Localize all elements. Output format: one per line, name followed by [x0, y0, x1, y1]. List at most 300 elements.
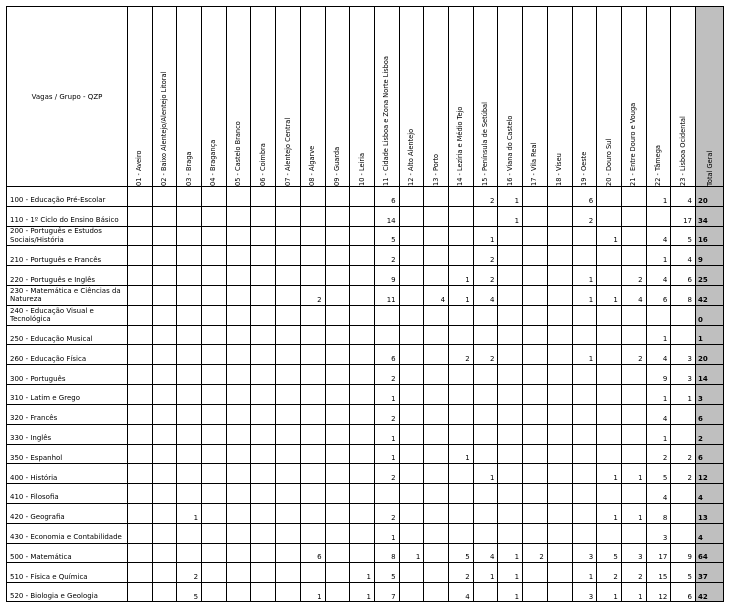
- row-label: [6, 305, 127, 325]
- table-cell: [349, 285, 374, 305]
- cell-value: 3: [687, 355, 692, 364]
- cell-value: 1: [193, 513, 199, 522]
- table-cell: [374, 404, 399, 424]
- total-value: 9: [698, 256, 703, 265]
- table-cell: [448, 344, 473, 364]
- table-cell: [497, 226, 522, 246]
- table-cell: [497, 364, 522, 384]
- column-header-label: 02 - Baixo Alentejo/Alentejo Litoral: [160, 71, 169, 186]
- row-label-text: 500 - Matemática: [10, 552, 72, 561]
- cell-value: 1: [514, 592, 520, 601]
- table-cell: [399, 265, 424, 285]
- table-cell: [349, 562, 374, 582]
- total-header: [695, 6, 724, 186]
- table-cell: [275, 543, 300, 563]
- table-cell: [176, 285, 201, 305]
- table-cell: [250, 226, 275, 246]
- table-cell: [226, 305, 251, 325]
- column-header-label: 15 - Península de Setúbal: [481, 102, 490, 186]
- cell-value: 1: [638, 474, 643, 483]
- table-cell: [522, 424, 547, 444]
- table-cell: [399, 364, 424, 384]
- table-cell: [325, 543, 350, 563]
- cell-value: 1: [638, 592, 643, 601]
- table-cell: [596, 523, 621, 543]
- table-cell: [423, 562, 448, 582]
- table-cell: [300, 503, 325, 523]
- table-cell: [275, 364, 300, 384]
- total-cell: [695, 344, 724, 364]
- table-cell: [473, 384, 498, 404]
- table-cell: [547, 444, 572, 464]
- table-cell: [670, 285, 695, 305]
- table-cell: [325, 404, 350, 424]
- table-cell: [423, 444, 448, 464]
- table-cell: [621, 285, 646, 305]
- total-value: 6: [698, 414, 703, 423]
- table-cell: [399, 523, 424, 543]
- column-header-label: 03 - Braga: [184, 151, 193, 186]
- table-cell: [374, 305, 399, 325]
- table-cell: [226, 523, 251, 543]
- total-value: 20: [698, 355, 708, 364]
- total-cell: [695, 503, 724, 523]
- cell-value: 8: [391, 553, 396, 562]
- table-cell: [473, 245, 498, 265]
- table-cell: [349, 444, 374, 464]
- cell-value: 12: [658, 592, 668, 601]
- cell-value: 2: [489, 196, 495, 205]
- table-cell: [522, 543, 547, 563]
- table-cell: [127, 226, 152, 246]
- table-cell: [201, 265, 226, 285]
- table-cell: [547, 463, 572, 483]
- table-cell: [300, 523, 325, 543]
- column-header: [127, 6, 152, 186]
- table-cell: [646, 404, 671, 424]
- table-cell: [621, 384, 646, 404]
- total-cell: [695, 444, 724, 464]
- table-cell: [596, 424, 621, 444]
- row-label-text: 350 - Espanhol: [10, 453, 63, 462]
- table-cell: [275, 523, 300, 543]
- table-cell: [275, 206, 300, 226]
- row-label: [6, 206, 127, 226]
- table-cell: [399, 344, 424, 364]
- table-cell: [176, 384, 201, 404]
- row-label-text: 260 - Educação Física: [10, 354, 87, 363]
- table-cell: [399, 444, 424, 464]
- table-cell: [423, 364, 448, 384]
- table-cell: [201, 503, 226, 523]
- row-label-text: 210 - Português e Francês: [10, 255, 102, 264]
- table-cell: [572, 364, 597, 384]
- cell-value: 6: [662, 295, 668, 304]
- row-label-text: 400 - História: [10, 473, 58, 482]
- column-header: [497, 6, 522, 186]
- table-cell: [670, 404, 695, 424]
- cell-value: 2: [391, 375, 396, 384]
- table-cell: [448, 562, 473, 582]
- column-header-label: 14 - Lezíria e Médio Tejo: [456, 106, 465, 186]
- table-cell: [448, 543, 473, 563]
- table-cell: [399, 325, 424, 345]
- cell-value: 1: [465, 295, 470, 304]
- table-cell: [497, 404, 522, 424]
- column-header-label: 07 - Alentejo Central: [283, 117, 292, 186]
- row-label-text: 220 - Português e Inglês: [10, 275, 96, 284]
- table-cell: [349, 325, 374, 345]
- column-header-label: 17 - Vila Real: [530, 142, 539, 186]
- table-cell: [448, 483, 473, 503]
- table-cell: [275, 582, 300, 602]
- table-cell: [423, 384, 448, 404]
- row-label-text: 230 - Matemática e Ciências da Natureza: [10, 286, 121, 304]
- column-header-label: 08 - Algarve: [308, 145, 317, 186]
- table-cell: [250, 245, 275, 265]
- table-cell: [226, 186, 251, 206]
- total-value: 4: [698, 533, 703, 542]
- column-header-label: 20 - Douro Sul: [604, 138, 613, 186]
- cell-value: 4: [638, 295, 643, 304]
- total-cell: [695, 483, 724, 503]
- table-cell: [300, 245, 325, 265]
- table-cell: [226, 265, 251, 285]
- table-cell: [547, 226, 572, 246]
- cell-value: 4: [440, 295, 446, 304]
- table-cell: [250, 523, 275, 543]
- table-cell: [670, 503, 695, 523]
- column-header: [473, 6, 498, 186]
- table-cell: [152, 384, 177, 404]
- cell-value: 1: [662, 256, 668, 265]
- table-cell: [522, 444, 547, 464]
- table-cell: [399, 562, 424, 582]
- cell-value: 2: [465, 573, 470, 582]
- table-cell: [374, 364, 399, 384]
- table-cell: [275, 344, 300, 364]
- table-cell: [646, 503, 671, 523]
- cell-value: 11: [386, 295, 396, 304]
- table-cell: [325, 562, 350, 582]
- table-cell: [349, 206, 374, 226]
- table-cell: [423, 483, 448, 503]
- table-cell: [547, 305, 572, 325]
- total-cell: [695, 265, 724, 285]
- table-cell: [670, 186, 695, 206]
- cell-value: 1: [366, 573, 371, 582]
- row-label-text: 430 - Economia e Contabilidade: [10, 533, 122, 542]
- table-cell: [374, 226, 399, 246]
- row-label: [6, 265, 127, 285]
- total-cell: [695, 245, 724, 265]
- cell-value: 1: [317, 592, 322, 601]
- table-cell: [621, 463, 646, 483]
- table-cell: [596, 325, 621, 345]
- table-cell: [547, 265, 572, 285]
- total-cell: [695, 384, 724, 404]
- table-cell: [349, 265, 374, 285]
- table-cell: [300, 325, 325, 345]
- table-cell: [374, 562, 399, 582]
- table-cell: [152, 503, 177, 523]
- table-cell: [399, 503, 424, 523]
- row-label: [6, 186, 127, 206]
- row-label: [6, 523, 127, 543]
- cell-value: 2: [687, 474, 692, 483]
- cell-value: 1: [638, 513, 643, 522]
- table-cell: [621, 543, 646, 563]
- column-header: [374, 6, 399, 186]
- table-cell: [572, 523, 597, 543]
- table-cell: [646, 285, 671, 305]
- table-cell: [448, 265, 473, 285]
- table-cell: [621, 206, 646, 226]
- table-cell: [374, 245, 399, 265]
- column-header: [300, 6, 325, 186]
- total-value: 6: [698, 454, 703, 463]
- table-cell: [201, 384, 226, 404]
- column-header: [522, 6, 547, 186]
- table-cell: [646, 444, 671, 464]
- table-cell: [176, 444, 201, 464]
- table-cell: [522, 503, 547, 523]
- table-cell: [399, 463, 424, 483]
- table-cell: [423, 404, 448, 424]
- table-cell: [497, 444, 522, 464]
- table-cell: [646, 245, 671, 265]
- table-cell: [152, 562, 177, 582]
- column-header-label: 09 - Guarda: [332, 146, 341, 186]
- table-cell: [226, 444, 251, 464]
- table-cell: [497, 344, 522, 364]
- table-cell: [522, 186, 547, 206]
- table-cell: [646, 463, 671, 483]
- table-cell: [226, 463, 251, 483]
- table-cell: [596, 483, 621, 503]
- table-cell: [448, 285, 473, 305]
- table-cell: [374, 206, 399, 226]
- table-cell: [349, 404, 374, 424]
- table-cell: [497, 265, 522, 285]
- table-cell: [621, 523, 646, 543]
- table-cell: [522, 364, 547, 384]
- table-cell: [423, 206, 448, 226]
- table-cell: [596, 344, 621, 364]
- cell-value: 4: [662, 236, 668, 245]
- table-cell: [325, 582, 350, 602]
- cell-value: 9: [391, 276, 396, 285]
- cell-value: 5: [193, 592, 199, 601]
- table-cell: [448, 444, 473, 464]
- table-cell: [152, 206, 177, 226]
- table-cell: [300, 206, 325, 226]
- column-header: [448, 6, 473, 186]
- column-header: [423, 6, 448, 186]
- table-cell: [127, 186, 152, 206]
- cell-value: 5: [613, 553, 618, 562]
- total-value: 37: [698, 573, 708, 582]
- row-label: [6, 404, 127, 424]
- table-cell: [572, 562, 597, 582]
- table-cell: [596, 404, 621, 424]
- table-cell: [572, 384, 597, 404]
- table-cell: [547, 186, 572, 206]
- cell-value: 2: [613, 573, 618, 582]
- cell-value: 2: [588, 216, 594, 225]
- table-cell: [670, 325, 695, 345]
- table-cell: [572, 404, 597, 424]
- table-cell: [646, 305, 671, 325]
- column-header-label: 22 - Tâmega: [653, 145, 662, 186]
- cell-value: 14: [386, 216, 396, 225]
- table-cell: [300, 543, 325, 563]
- table-cell: [399, 245, 424, 265]
- table-cell: [275, 424, 300, 444]
- table-cell: [325, 325, 350, 345]
- table-cell: [596, 503, 621, 523]
- cell-value: 4: [489, 553, 495, 562]
- table-cell: [522, 523, 547, 543]
- row-label-text: 310 - Latim e Grego: [10, 394, 80, 403]
- table-cell: [300, 226, 325, 246]
- table-cell: [275, 186, 300, 206]
- table-cell: [201, 582, 226, 602]
- table-cell: [621, 305, 646, 325]
- cell-value: 1: [391, 394, 396, 403]
- table-cell: [473, 463, 498, 483]
- table-cell: [226, 285, 251, 305]
- column-header-label: 21 - Entre Douro e Vouga: [629, 102, 638, 186]
- table-cell: [473, 503, 498, 523]
- cell-value: 5: [465, 553, 470, 562]
- cell-value: 1: [489, 236, 495, 245]
- table-cell: [621, 444, 646, 464]
- table-cell: [300, 265, 325, 285]
- column-header-label: 18 - Viseu: [555, 153, 564, 186]
- row-label-text: 240 - Educação Visual e Tecnológica: [10, 306, 94, 324]
- table-cell: [201, 226, 226, 246]
- cell-value: 2: [489, 276, 495, 285]
- table-cell: [226, 424, 251, 444]
- cell-value: 4: [662, 414, 668, 423]
- cell-value: 1: [514, 196, 520, 205]
- table-cell: [423, 226, 448, 246]
- table-cell: [127, 206, 152, 226]
- cell-value: 1: [514, 216, 520, 225]
- table-cell: [399, 285, 424, 305]
- table-cell: [226, 206, 251, 226]
- total-value: 13: [698, 513, 708, 522]
- table-cell: [473, 444, 498, 464]
- cell-value: 1: [588, 573, 594, 582]
- column-header: [547, 6, 572, 186]
- table-cell: [201, 325, 226, 345]
- table-cell: [448, 186, 473, 206]
- table-cell: [127, 503, 152, 523]
- table-cell: [399, 543, 424, 563]
- table-cell: [300, 562, 325, 582]
- total-cell: [695, 424, 724, 444]
- total-cell: [695, 186, 724, 206]
- table-cell: [275, 245, 300, 265]
- row-label-text: 250 - Educação Musical: [10, 334, 93, 343]
- total-cell: [695, 404, 724, 424]
- table-cell: [226, 582, 251, 602]
- cell-value: 3: [638, 553, 643, 562]
- column-header: [152, 6, 177, 186]
- table-cell: [473, 285, 498, 305]
- column-header-label: 01 - Aveiro: [135, 150, 144, 186]
- table-cell: [349, 344, 374, 364]
- table-cell: [374, 344, 399, 364]
- table-cell: [670, 245, 695, 265]
- table-cell: [325, 483, 350, 503]
- table-cell: [547, 582, 572, 602]
- table-cell: [201, 444, 226, 464]
- table-cell: [325, 444, 350, 464]
- table-cell: [596, 582, 621, 602]
- table-cell: [646, 325, 671, 345]
- table-cell: [226, 483, 251, 503]
- table-cell: [325, 245, 350, 265]
- cell-value: 3: [687, 375, 692, 384]
- column-header: [646, 6, 671, 186]
- total-value: 42: [698, 295, 708, 304]
- row-label: [6, 384, 127, 404]
- total-value: 3: [698, 394, 703, 403]
- total-cell: [695, 285, 724, 305]
- table-cell: [127, 562, 152, 582]
- table-cell: [250, 285, 275, 305]
- table-cell: [522, 344, 547, 364]
- table-cell: [399, 384, 424, 404]
- column-header-label: 13 - Porto: [431, 153, 440, 186]
- table-cell: [572, 444, 597, 464]
- table-cell: [201, 483, 226, 503]
- column-header: [250, 6, 275, 186]
- table-cell: [423, 305, 448, 325]
- table-cell: [325, 523, 350, 543]
- total-cell: [695, 206, 724, 226]
- table-cell: [621, 424, 646, 444]
- table-cell: [497, 186, 522, 206]
- table-cell: [349, 582, 374, 602]
- cell-value: 1: [588, 276, 594, 285]
- cell-value: 17: [683, 216, 692, 225]
- table-cell: [547, 503, 572, 523]
- table-cell: [547, 384, 572, 404]
- table-cell: [349, 186, 374, 206]
- cell-value: 2: [638, 276, 643, 285]
- table-cell: [473, 265, 498, 285]
- table-cell: [596, 206, 621, 226]
- table-cell: [250, 186, 275, 206]
- row-label-text: 410 - Filosofia: [10, 493, 59, 502]
- table-cell: [448, 404, 473, 424]
- table-cell: [349, 364, 374, 384]
- column-header: [621, 6, 646, 186]
- table-cell: [374, 285, 399, 305]
- cell-value: 1: [588, 355, 594, 364]
- table-cell: [374, 444, 399, 464]
- table-cell: [522, 562, 547, 582]
- table-cell: [522, 384, 547, 404]
- table-cell: [349, 226, 374, 246]
- table-cell: [152, 582, 177, 602]
- cell-value: 1: [613, 295, 618, 304]
- column-header: [349, 6, 374, 186]
